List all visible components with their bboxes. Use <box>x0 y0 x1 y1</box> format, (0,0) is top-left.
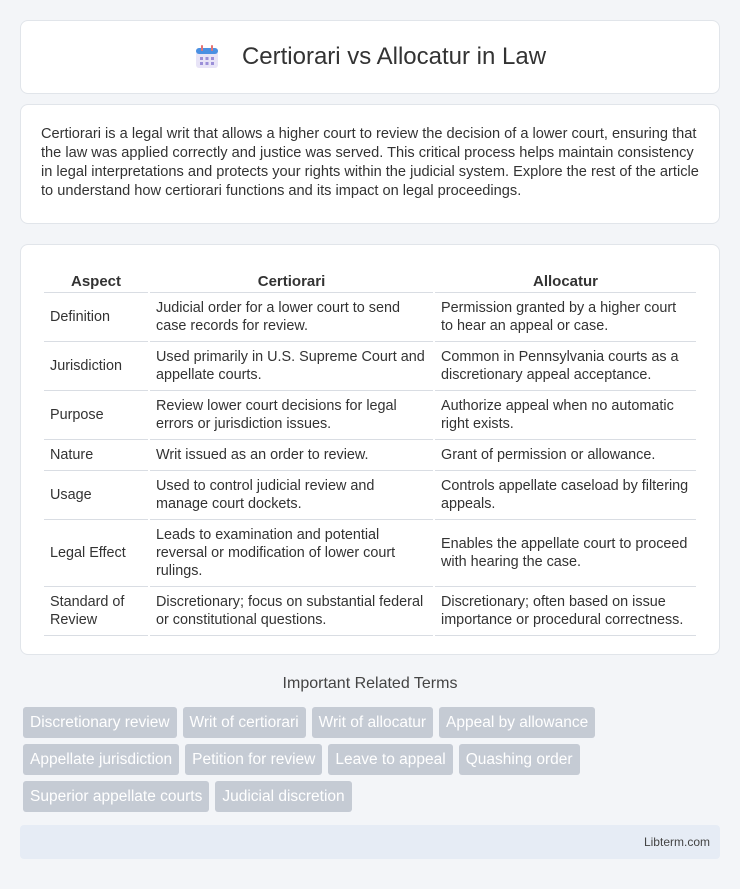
related-term-tag[interactable]: Judicial discretion <box>215 781 351 812</box>
allocatur-cell: Controls appellate caseload by filtering appeals. <box>435 471 696 520</box>
allocatur-cell: Common in Pennsylvania courts as a discretionary appeal acceptance. <box>435 342 696 391</box>
allocatur-cell: Discretionary; often based on issue importance or procedural correctness. <box>435 587 696 636</box>
related-term-tag[interactable]: Appeal by allowance <box>439 707 595 738</box>
related-term-tag[interactable]: Discretionary review <box>23 707 177 738</box>
certiorari-cell: Review lower court decisions for legal errors or jurisdiction issues. <box>150 391 433 440</box>
related-terms-list <box>23 707 723 818</box>
table-row <box>44 293 696 342</box>
allocatur-cell: Authorize appeal when no automatic right exists. <box>435 391 696 440</box>
intro-text: Certiorari is a legal writ that allows a higher court to review the decision of a lower court, ensuring that the law was applied correctly and justice was served. This critical process helps maintain consistency in legal interpretations and protects your rights within the judicial system. Explore the rest of the article to understand how certiorari functions and its impact on legal proceedings. <box>41 126 699 199</box>
table-row <box>44 587 696 636</box>
related-term-tag[interactable]: Leave to appeal <box>328 744 452 775</box>
table-row <box>44 520 696 587</box>
intro-card <box>20 104 720 224</box>
certiorari-cell: Leads to examination and potential reversal or modification of lower court rulings. <box>150 520 433 587</box>
footer <box>20 825 720 859</box>
header-card <box>20 20 720 94</box>
comparison-table <box>42 265 698 636</box>
aspect-cell: Nature <box>44 440 148 471</box>
aspect-cell: Purpose <box>44 391 148 440</box>
comparison-card <box>20 244 720 655</box>
related-terms-title: Important Related Terms <box>282 675 458 692</box>
allocatur-cell: Enables the appellate court to proceed with hearing the case. <box>435 520 696 587</box>
aspect-cell: Standard of Review <box>44 587 148 636</box>
column-header: Aspect <box>44 265 148 293</box>
related-term-tag[interactable]: Writ of allocatur <box>312 707 433 738</box>
allocatur-cell: Permission granted by a higher court to hear an appeal or case. <box>435 293 696 342</box>
certiorari-cell: Used to control judicial review and manage court dockets. <box>150 471 433 520</box>
footer-site-link[interactable]: Libterm.com <box>643 835 710 849</box>
certiorari-cell: Used primarily in U.S. Supreme Court and appellate courts. <box>150 342 433 391</box>
aspect-cell: Legal Effect <box>44 520 148 587</box>
certiorari-cell: Discretionary; focus on substantial federal or constitutional questions. <box>150 587 433 636</box>
page-title: Certiorari vs Allocatur in Law <box>241 43 547 70</box>
certiorari-cell: Judicial order for a lower court to send case records for review. <box>150 293 433 342</box>
column-header: Allocatur <box>435 265 696 293</box>
table-header-row <box>44 265 696 293</box>
table-row <box>44 391 696 440</box>
related-term-tag[interactable]: Petition for review <box>185 744 322 775</box>
related-term-tag[interactable]: Writ of certiorari <box>183 707 306 738</box>
related-term-tag[interactable]: Appellate jurisdiction <box>23 744 179 775</box>
aspect-cell: Usage <box>44 471 148 520</box>
table-row <box>44 471 696 520</box>
calendar-icon <box>194 44 220 70</box>
certiorari-cell: Writ issued as an order to review. <box>150 440 433 471</box>
related-term-tag[interactable]: Quashing order <box>459 744 580 775</box>
table-row <box>44 342 696 391</box>
aspect-cell: Jurisdiction <box>44 342 148 391</box>
table-row <box>44 440 696 471</box>
column-header: Certiorari <box>150 265 433 293</box>
aspect-cell: Definition <box>44 293 148 342</box>
allocatur-cell: Grant of permission or allowance. <box>435 440 696 471</box>
related-term-tag[interactable]: Superior appellate courts <box>23 781 209 812</box>
